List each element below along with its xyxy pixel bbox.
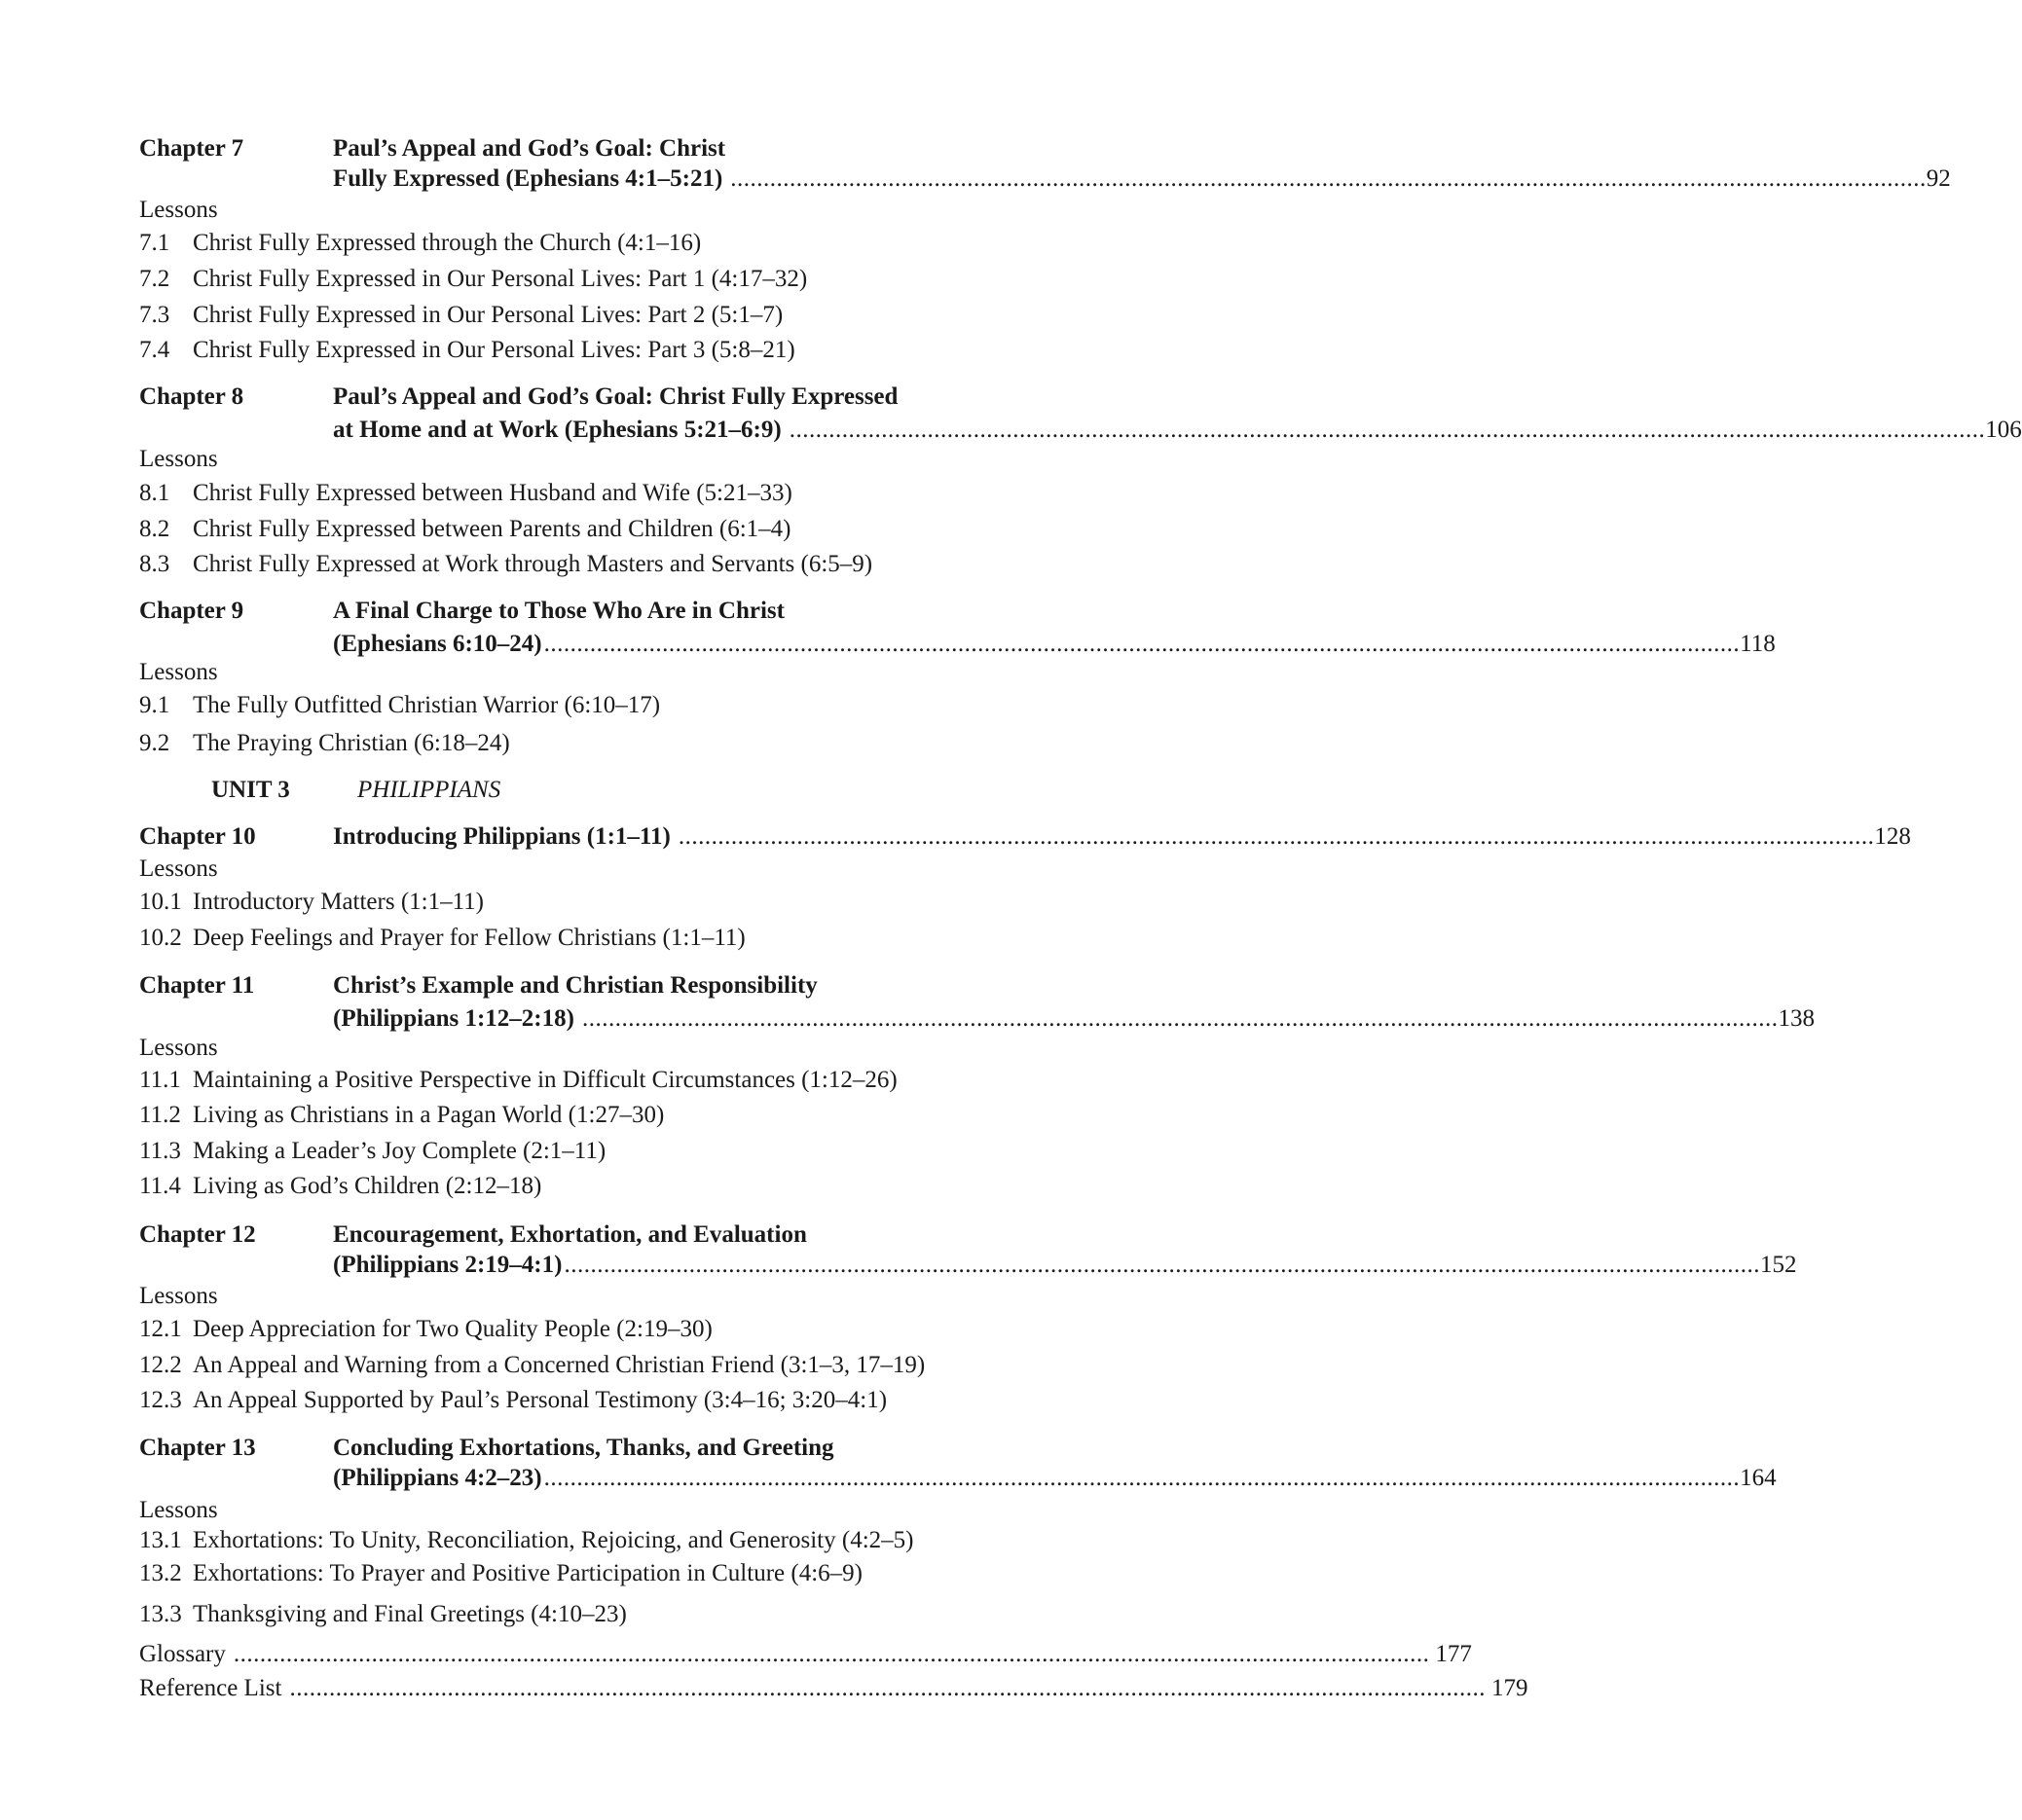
toc-entry-chapter-11[interactable] bbox=[333, 1004, 1815, 1034]
lesson-number: 8.3 bbox=[139, 551, 170, 577]
chapter-label: Chapter 11 bbox=[139, 972, 255, 999]
lesson-title: Christ Fully Expressed in Our Personal Lives: Part 3 (5:8–21) bbox=[193, 337, 795, 363]
lesson-item[interactable] bbox=[139, 1315, 713, 1344]
lesson-item[interactable] bbox=[139, 1559, 863, 1588]
lesson-number: 13.1 bbox=[139, 1527, 182, 1553]
lesson-item[interactable] bbox=[139, 1066, 898, 1095]
toc-entry-chapter-9[interactable] bbox=[333, 630, 1776, 659]
leader-dots: ...................................................................................................................................................................................... bbox=[289, 1675, 1486, 1701]
chapter-title-line2: at Home and at Work (Ephesians 5:21–6:9) bbox=[333, 417, 782, 443]
lesson-number: 13.3 bbox=[139, 1601, 182, 1627]
lesson-title: An Appeal and Warning from a Concerned Christian Friend (3:1–3, 17–19) bbox=[193, 1352, 926, 1378]
lesson-number: 9.1 bbox=[139, 692, 170, 718]
lessons-label: Lessons bbox=[139, 659, 218, 685]
lesson-item[interactable] bbox=[139, 729, 510, 758]
lesson-number: 8.1 bbox=[139, 480, 170, 506]
lesson-item[interactable] bbox=[139, 924, 746, 953]
page-number: 177 bbox=[1435, 1641, 1472, 1667]
lesson-number: 7.2 bbox=[139, 266, 170, 292]
lesson-title: Christ Fully Expressed in Our Personal Lives: Part 1 (4:17–32) bbox=[193, 266, 808, 292]
lesson-number: 12.3 bbox=[139, 1387, 182, 1413]
toc-entry-chapter-13[interactable] bbox=[333, 1464, 1777, 1493]
lesson-number: 11.2 bbox=[139, 1102, 181, 1128]
lesson-title: Christ Fully Expressed between Husband and Wife (5:21–33) bbox=[193, 480, 792, 506]
lesson-number: 13.2 bbox=[139, 1560, 182, 1586]
lesson-item[interactable] bbox=[139, 888, 484, 917]
lessons-label: Lessons bbox=[139, 1497, 218, 1523]
leader-dots: ...................................................................................................................................................................................... bbox=[543, 1465, 1741, 1491]
chapter-title: Encouragement, Exhortation, and Evaluation bbox=[333, 1221, 807, 1248]
lesson-item[interactable] bbox=[139, 1101, 664, 1130]
chapter-title-line2: Fully Expressed (Ephesians 4:1–5:21) bbox=[333, 165, 723, 192]
leader-dots: ...................................................................................................................................................................................... bbox=[543, 631, 1741, 657]
page-number: 118 bbox=[1740, 631, 1776, 657]
lesson-item[interactable] bbox=[139, 1172, 541, 1201]
lesson-number: 11.4 bbox=[139, 1173, 181, 1199]
lesson-title: The Fully Outfitted Christian Warrior (6:10–17) bbox=[193, 692, 661, 718]
page-number: 138 bbox=[1778, 1005, 1815, 1032]
lesson-title: Exhortations: To Prayer and Positive Participation in Culture (4:6–9) bbox=[193, 1560, 863, 1586]
lessons-label: Lessons bbox=[139, 855, 218, 882]
unit-name: PHILIPPIANS bbox=[357, 777, 501, 803]
lessons-label: Lessons bbox=[139, 1283, 218, 1309]
lesson-title: Exhortations: To Unity, Reconciliation, Rejoicing, and Generosity (4:2–5) bbox=[193, 1527, 914, 1553]
lesson-number: 9.2 bbox=[139, 730, 170, 756]
chapter-title: Paul’s Appeal and God’s Goal: Christ Fully Expressed bbox=[333, 383, 899, 410]
chapter-title: Christ’s Example and Christian Responsibility bbox=[333, 972, 818, 999]
lesson-title: Christ Fully Expressed between Parents and Children (6:1–4) bbox=[193, 516, 791, 542]
endmatter-label: Glossary bbox=[139, 1641, 226, 1667]
lesson-title: Christ Fully Expressed at Work through Masters and Servants (6:5–9) bbox=[193, 551, 873, 577]
lesson-number: 7.4 bbox=[139, 337, 170, 363]
chapter-label: Chapter 10 bbox=[139, 823, 256, 850]
chapter-title: Paul’s Appeal and God’s Goal: Christ bbox=[333, 135, 726, 162]
lesson-item[interactable] bbox=[139, 265, 807, 294]
lessons-label: Lessons bbox=[139, 446, 218, 472]
lesson-title: The Praying Christian (6:18–24) bbox=[193, 730, 510, 756]
toc-entry-chapter-7[interactable] bbox=[333, 164, 1951, 194]
lesson-title: Living as Christians in a Pagan World (1:27–30) bbox=[193, 1102, 665, 1128]
lesson-title: Introductory Matters (1:1–11) bbox=[193, 889, 484, 915]
toc-entry-chapter-10[interactable] bbox=[333, 822, 1911, 852]
lesson-title: An Appeal Supported by Paul’s Personal Testimony (3:4–16; 3:20–4:1) bbox=[193, 1387, 888, 1413]
lesson-item[interactable] bbox=[139, 1526, 913, 1555]
chapter-label: Chapter 9 bbox=[139, 598, 244, 624]
lessons-label: Lessons bbox=[139, 1035, 218, 1061]
chapter-label: Chapter 8 bbox=[139, 383, 244, 410]
unit-label: UNIT 3 bbox=[211, 777, 290, 803]
toc-entry-reference-list[interactable] bbox=[139, 1674, 1528, 1703]
lesson-title: Deep Feelings and Prayer for Fellow Christians (1:1–11) bbox=[193, 925, 746, 951]
lesson-title: Living as God’s Children (2:12–18) bbox=[193, 1173, 542, 1199]
chapter-title-line2: (Ephesians 6:10–24) bbox=[333, 631, 542, 657]
lesson-item[interactable] bbox=[139, 479, 792, 508]
lesson-number: 7.3 bbox=[139, 302, 170, 328]
lesson-item[interactable] bbox=[139, 1600, 627, 1629]
toc-entry-chapter-12[interactable] bbox=[333, 1251, 1797, 1280]
lesson-number: 11.3 bbox=[139, 1138, 181, 1164]
chapter-title-line2: (Philippians 2:19–4:1) bbox=[333, 1252, 563, 1278]
leader-dots: ...................................................................................................................................................................................... bbox=[730, 165, 1927, 192]
leader-dots: ...................................................................................................................................................................................... bbox=[789, 417, 1986, 443]
chapter-title: A Final Charge to Those Who Are in Christ bbox=[333, 598, 785, 624]
chapter-label: Chapter 7 bbox=[139, 135, 244, 162]
lesson-title: Christ Fully Expressed in Our Personal Lives: Part 2 (5:1–7) bbox=[193, 302, 784, 328]
chapter-label: Chapter 12 bbox=[139, 1221, 256, 1248]
lesson-title: Christ Fully Expressed through the Church (4:1–16) bbox=[193, 230, 702, 256]
toc-entry-glossary[interactable] bbox=[139, 1640, 1472, 1669]
lesson-item[interactable] bbox=[139, 550, 872, 579]
lesson-number: 11.1 bbox=[139, 1067, 181, 1093]
endmatter-label: Reference List bbox=[139, 1675, 282, 1701]
lesson-title: Maintaining a Positive Perspective in Difficult Circumstances (1:12–26) bbox=[193, 1067, 898, 1093]
lesson-item[interactable] bbox=[139, 1351, 925, 1380]
toc-entry-chapter-8[interactable] bbox=[333, 416, 2022, 445]
lesson-title: Thanksgiving and Final Greetings (4:10–23) bbox=[193, 1601, 627, 1627]
lesson-number: 7.1 bbox=[139, 230, 170, 256]
chapter-title: Introducing Philippians (1:1–11) bbox=[333, 823, 671, 850]
lesson-number: 12.1 bbox=[139, 1316, 182, 1342]
lesson-item[interactable] bbox=[139, 336, 795, 365]
lesson-number: 8.2 bbox=[139, 516, 170, 542]
lesson-item[interactable] bbox=[139, 301, 783, 330]
page-number: 179 bbox=[1490, 1675, 1528, 1701]
page-number: 92 bbox=[1926, 165, 1951, 192]
lesson-item[interactable] bbox=[139, 1386, 887, 1415]
lessons-label: Lessons bbox=[139, 197, 218, 223]
page-number: 152 bbox=[1759, 1252, 1797, 1278]
page-number: 128 bbox=[1874, 823, 1911, 850]
chapter-title-line2: (Philippians 1:12–2:18) bbox=[333, 1005, 574, 1032]
lesson-title: Deep Appreciation for Two Quality People (2:19–30) bbox=[193, 1316, 713, 1342]
lesson-number: 12.2 bbox=[139, 1352, 182, 1378]
leader-dots: ...................................................................................................................................................................................... bbox=[678, 823, 1875, 850]
chapter-title: Concluding Exhortations, Thanks, and Greeting bbox=[333, 1435, 834, 1461]
lesson-number: 10.1 bbox=[139, 889, 182, 915]
leader-dots: ...................................................................................................................................................................................... bbox=[564, 1252, 1760, 1278]
page-number: 164 bbox=[1740, 1465, 1777, 1491]
leader-dots: ...................................................................................................................................................................................... bbox=[233, 1641, 1430, 1667]
lesson-title: Making a Leader’s Joy Complete (2:1–11) bbox=[193, 1138, 607, 1164]
chapter-title-line2: (Philippians 4:2–23) bbox=[333, 1465, 542, 1491]
page-number: 106 bbox=[1985, 417, 2022, 443]
lesson-item[interactable] bbox=[139, 691, 660, 720]
lesson-item[interactable] bbox=[139, 515, 790, 544]
lesson-number: 10.2 bbox=[139, 925, 182, 951]
leader-dots: ...................................................................................................................................................................................... bbox=[581, 1005, 1779, 1032]
lesson-item[interactable] bbox=[139, 1137, 606, 1166]
lesson-item[interactable] bbox=[139, 229, 701, 258]
chapter-label: Chapter 13 bbox=[139, 1435, 256, 1461]
